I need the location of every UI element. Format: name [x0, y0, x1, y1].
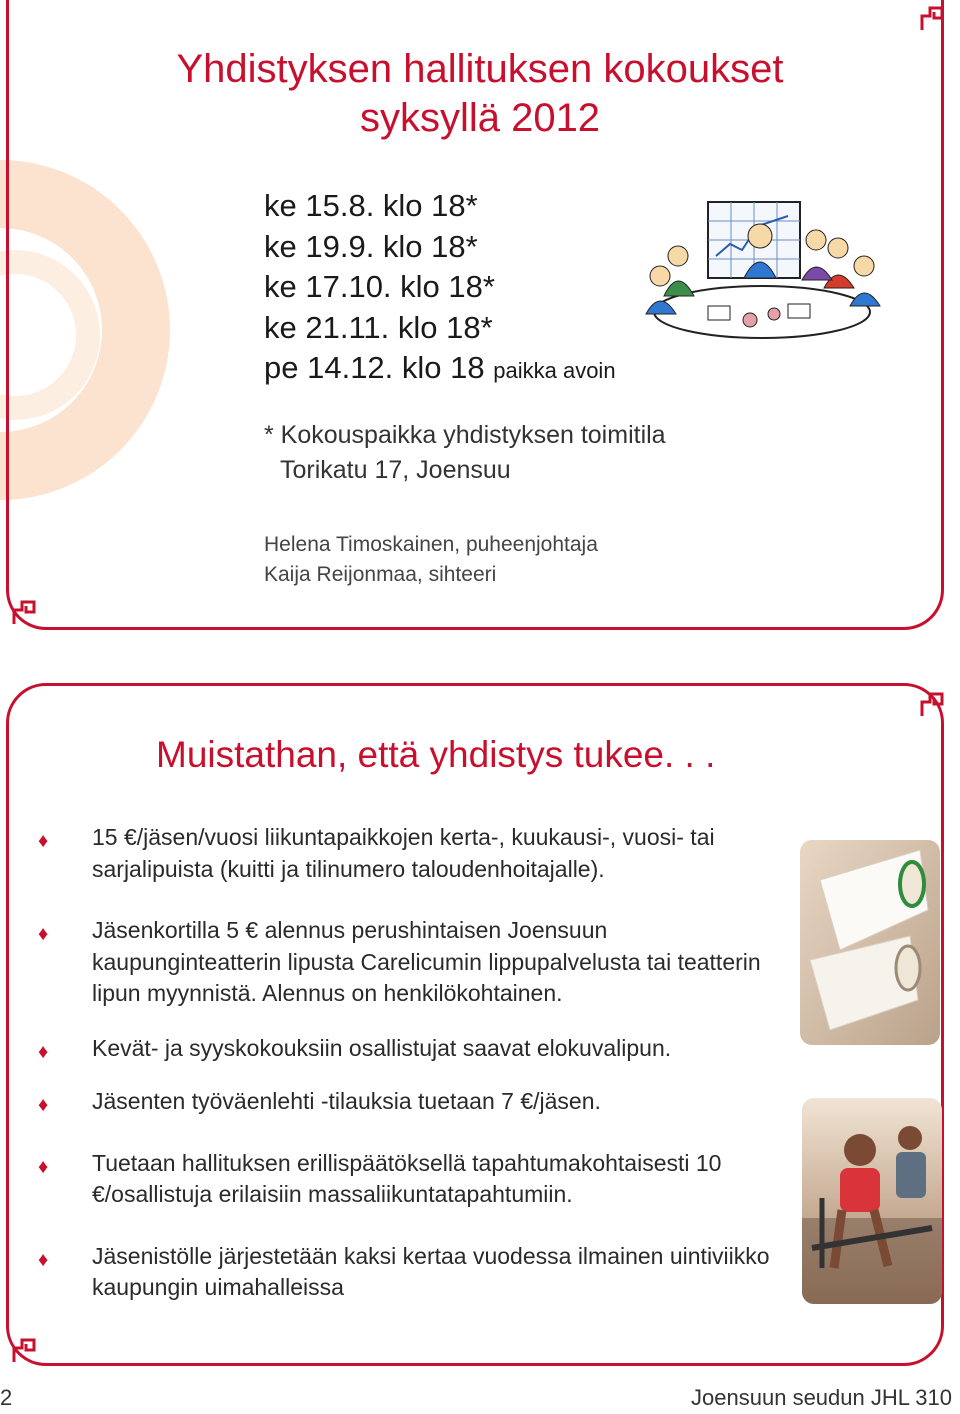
page-number: 2: [0, 1385, 13, 1410]
diamond-bullet-icon: ♦: [38, 923, 49, 945]
list-item: [38, 1086, 778, 1118]
list-item-text: Jäsenten työväenlehti -tilauksia tuetaan 7 €/jäsen.: [92, 1088, 601, 1114]
corner-ornament-icon: [10, 598, 40, 628]
corner-ornament-icon: [10, 1336, 40, 1366]
venue-line: * Kokouspaikka yhdistyksen toimitila: [264, 421, 666, 449]
list-item-text: Jäsenistölle järjestetään kaksi kertaa vuodessa ilmainen uintiviikko kaupungin uimahalleissa: [92, 1242, 770, 1300]
list-item: [38, 822, 778, 885]
diamond-bullet-icon: ♦: [38, 1040, 49, 1063]
list-item-text: 15 €/jäsen/vuosi liikuntapaikkojen kerta-, kuukausi-, vuosi- tai sarjalipuista (kuitti ja tilinumero taloudenhoitajalle).: [92, 824, 715, 882]
diamond-bullet-icon: ♦: [38, 1248, 49, 1271]
page-title: Yhdistyksen hallituksen kokoukset: [176, 47, 784, 91]
venue-address: Torikatu 17, Joensuu: [280, 456, 511, 484]
meeting-date: ke 15.8. klo 18*: [264, 188, 478, 223]
meeting-date-last: [264, 348, 616, 392]
list-item-text: Tuetaan hallituksen erillispäätöksellä tapahtumakohtaisesti 10 €/osallistuja erilaisiin massaliikuntatapahtumiin.: [92, 1149, 722, 1207]
diamond-bullet-icon: ♦: [38, 1094, 49, 1116]
benefits-title: Muistathan, että yhdistys tukee. . .: [156, 734, 716, 775]
badminton-shuttlecock-photo: [800, 840, 940, 1045]
list-item-text: Kevät- ja syyskokouksiin osallistujat saavat elokuvalipun.: [92, 1034, 672, 1061]
meeting-date-text: pe 14.12. klo 18: [264, 350, 485, 385]
signer-chair: Helena Timoskainen, puheenjohtaja: [264, 533, 598, 556]
corner-ornament-icon: [918, 690, 948, 720]
meeting-date-list: [264, 186, 616, 392]
diamond-bullet-icon: ♦: [38, 830, 49, 852]
list-item: [38, 915, 778, 1010]
treadmill-gym-photo: [802, 1098, 942, 1304]
meeting-date-note: paikka avoin: [493, 358, 616, 383]
list-item: [38, 1033, 778, 1065]
diamond-bullet-icon: ♦: [38, 1155, 49, 1178]
meeting-date: ke 21.11. klo 18*: [264, 309, 493, 345]
page-subtitle: syksyllä 2012: [359, 96, 601, 140]
meeting-date: ke 19.9. klo 18*: [264, 228, 478, 264]
list-item: [38, 1241, 778, 1304]
benefits-list: [38, 822, 778, 1304]
meeting-venue: [264, 418, 666, 488]
signer-secretary: Kaija Reijonmaa, sihteeri: [264, 563, 497, 586]
signers: [264, 530, 598, 590]
meeting-date: ke 17.10. klo 18*: [264, 269, 495, 304]
list-item: [38, 1148, 778, 1211]
list-item-text: Jäsenkortilla 5 € alennus perushintaisen Joensuun kaupunginteatterin lipusta Carelicumin lippupalvelusta tai teatterin lipun myynnistä. Alennus on henkilökohtainen.: [92, 917, 761, 1006]
corner-ornament-icon: [918, 4, 948, 34]
meeting-illustration: [638, 196, 898, 346]
publication-name: Joensuun seudun JHL 310: [691, 1385, 952, 1410]
